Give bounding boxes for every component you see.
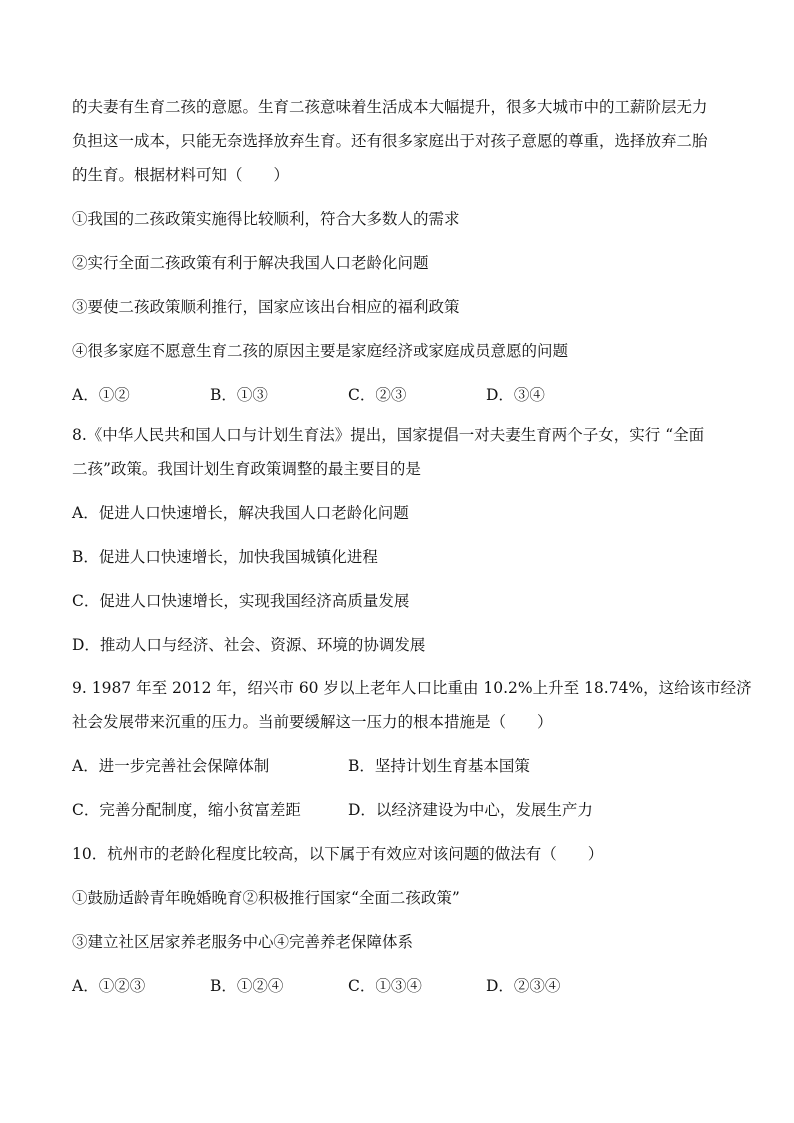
q9-options-row-1 [72, 755, 727, 777]
q9-stem-line-2: 社会发展带来沉重的压力。当前要缓解这一压力的根本措施是（ ） [72, 713, 553, 731]
q10-options [72, 975, 727, 997]
q10-option-d: D．②③④ [486, 977, 561, 995]
q10-option-a: A．①②③ [72, 977, 146, 995]
q7-option-c: C．②③ [348, 386, 407, 404]
q8-option-c: C．促进人口快速增长，实现我国经济高质量发展 [72, 592, 410, 610]
q7-item-4: ④很多家庭不愿意生育二孩的原因主要是家庭经济或家庭成员意愿的问题 [72, 342, 569, 360]
q7-option-b: B．①③ [210, 386, 268, 404]
q7-options [72, 384, 727, 406]
exam-page [72, 96, 752, 997]
q9-option-a: A．进一步完善社会保障体制 [72, 757, 270, 775]
question-8 [72, 424, 727, 656]
q10-item-line-1: ①鼓励适龄青年晚婚晚育②积极推行国家“全面二孩政策” [72, 889, 460, 907]
q7-stem-line-1: 的夫妻有生育二孩的意愿。生育二孩意味着生活成本大幅提升，很多大城市中的工薪阶层无力 [72, 98, 708, 116]
q9-options-row-2 [72, 799, 727, 821]
q10-item-line-2: ③建立社区居家养老服务中心④完善养老保障体系 [72, 933, 414, 951]
q7-item-2: ②实行全面二孩政策有利于解决我国人口老龄化问题 [72, 254, 429, 272]
q7-item-3: ③要使二孩政策顺利推行，国家应该出台相应的福利政策 [72, 298, 460, 316]
question-10 [72, 843, 727, 997]
q9-option-c: C．完善分配制度，缩小贫富差距 [72, 801, 301, 819]
q10-stem: 10．杭州市的老龄化程度比较高，以下属于有效应对该问题的做法有（ ） [72, 845, 604, 863]
q7-option-a: A．①② [72, 386, 130, 404]
question-9 [72, 677, 752, 821]
q7-option-d: D．③④ [486, 386, 545, 404]
q10-option-c: C．①③④ [348, 977, 422, 995]
q8-option-b: B．促进人口快速增长，加快我国城镇化进程 [72, 548, 378, 566]
q8-stem-line-1: 8.《中华人民共和国人口与计划生育法》提出，国家提倡一对夫妻生育两个子女，实行 “全面 [72, 426, 705, 444]
q7-stem-line-3: 的生育。根据材料可知（ ） [72, 166, 290, 184]
q8-stem-line-2: 二孩”政策。我国计划生育政策调整的最主要目的是 [72, 460, 421, 478]
q9-stem-line-1: 9. 1987 年至 2012 年，绍兴市 60 岁以上老年人口比重由 10.2%上升至 18.74%，这给该市经济 [72, 679, 752, 697]
q9-option-b: B．坚持计划生育基本国策 [348, 757, 530, 775]
q7-item-1: ①我国的二孩政策实施得比较顺利，符合大多数人的需求 [72, 210, 460, 228]
q10-option-b: B．①②④ [210, 977, 284, 995]
question-7 [72, 96, 727, 406]
q9-option-d: D．以经济建设为中心，发展生产力 [348, 801, 593, 819]
q7-stem-line-2: 负担这一成本，只能无奈选择放弃生育。还有很多家庭出于对孩子意愿的尊重，选择放弃二胎 [72, 132, 708, 150]
q8-option-d: D．推动人口与经济、社会、资源、环境的协调发展 [72, 636, 426, 654]
q8-option-a: A．促进人口快速增长，解决我国人口老龄化问题 [72, 504, 409, 522]
